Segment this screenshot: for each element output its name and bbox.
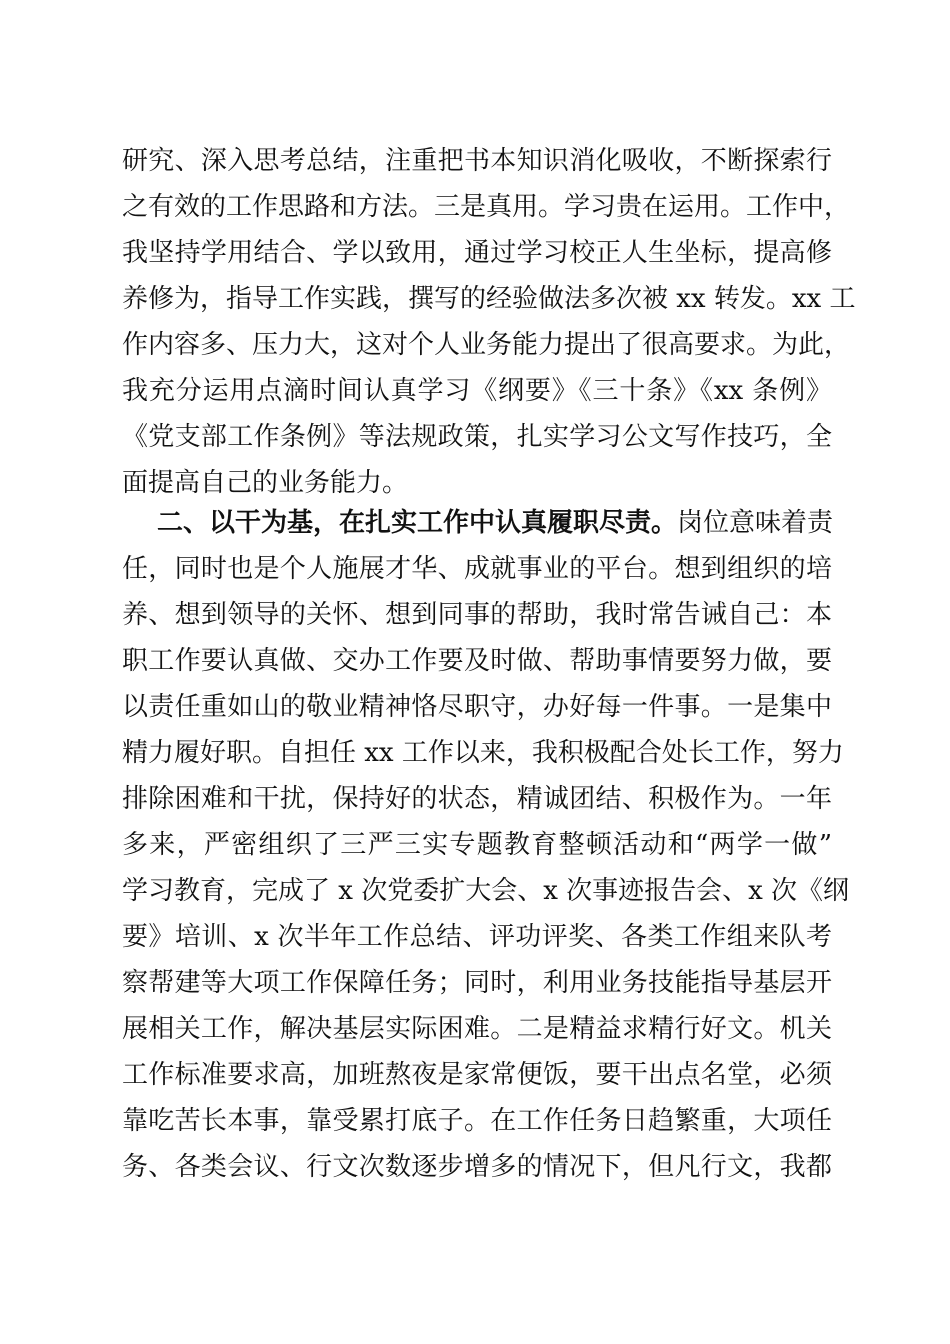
paragraph-2-line: 养、想到领导的关怀、想到同事的帮助，我时常告诫自己：本: [122, 600, 832, 630]
paragraph-1-line: 养修为，指导工作实践，撰写的经验做法多次被 xx 转发。xx 工: [122, 284, 856, 314]
paragraph-2-line: 多来，严密组织了三严三实专题教育整顿活动和“两学一做”: [122, 830, 832, 860]
paragraph-1-line: 我充分运用点滴时间认真学习《纲要》《三十条》《xx 条例》: [122, 376, 832, 406]
paragraph-1-line: 我坚持学用结合、学以致用，通过学习校正人生坐标，提高修: [122, 238, 832, 268]
paragraph-1-line: 之有效的工作思路和方法。三是真用。学习贵在运用。工作中，: [122, 192, 851, 222]
paragraph-2-line: 务、各类会议、行文次数逐步增多的情况下，但凡行文，我都: [122, 1152, 832, 1182]
paragraph-2-line: 工作标准要求高，加班熬夜是家常便饭，要干出点名堂，必须: [122, 1060, 832, 1090]
paragraph-1-line: 作内容多、压力大，这对个人业务能力提出了很高要求。为此，: [122, 330, 851, 360]
paragraph-2-first-line: [157, 500, 832, 546]
section-heading: 二、以干为基，在扎实工作中认真履职尽责。: [157, 508, 678, 538]
paragraph-2-line: 排除困难和干扰，保持好的状态，精诚团结、积极作为。一年: [122, 784, 832, 814]
paragraph-2-line: 任，同时也是个人施展才华、成就事业的平台。想到组织的培: [122, 554, 832, 584]
paragraph-2-line: 以责任重如山的敬业精神恪尽职守，办好每一件事。一是集中: [122, 692, 832, 722]
paragraph-2-line: 察帮建等大项工作保障任务；同时，利用业务技能指导基层开: [122, 968, 832, 998]
paragraph-2-line: 要》培训、x 次半年工作总结、评功评奖、各类工作组来队考: [122, 922, 832, 952]
paragraph-2-line: 职工作要认真做、交办工作要及时做、帮助事情要努力做，要: [122, 646, 832, 676]
paragraph-2-first-line-text: 岗位意味着责: [677, 508, 834, 538]
paragraph-2-line: 展相关工作，解决基层实际困难。二是精益求精行好文。机关: [122, 1014, 832, 1044]
paragraph-1-line: 《党支部工作条例》等法规政策，扎实学习公文写作技巧，全: [122, 422, 832, 452]
paragraph-2-line: 靠吃苦长本事，靠受累打底子。在工作任务日趋繁重，大项任: [122, 1106, 832, 1136]
paragraph-1-line: 面提高自己的业务能力。: [122, 468, 409, 498]
paragraph-2-line: 学习教育，完成了 x 次党委扩大会、x 次事迹报告会、x 次《纲: [122, 876, 850, 906]
paragraph-2-line: 精力履好职。自担任 xx 工作以来，我积极配合处长工作，努力: [122, 738, 844, 768]
paragraph-1-line: 研究、深入思考总结，注重把书本知识消化吸收，不断探索行: [122, 146, 832, 176]
